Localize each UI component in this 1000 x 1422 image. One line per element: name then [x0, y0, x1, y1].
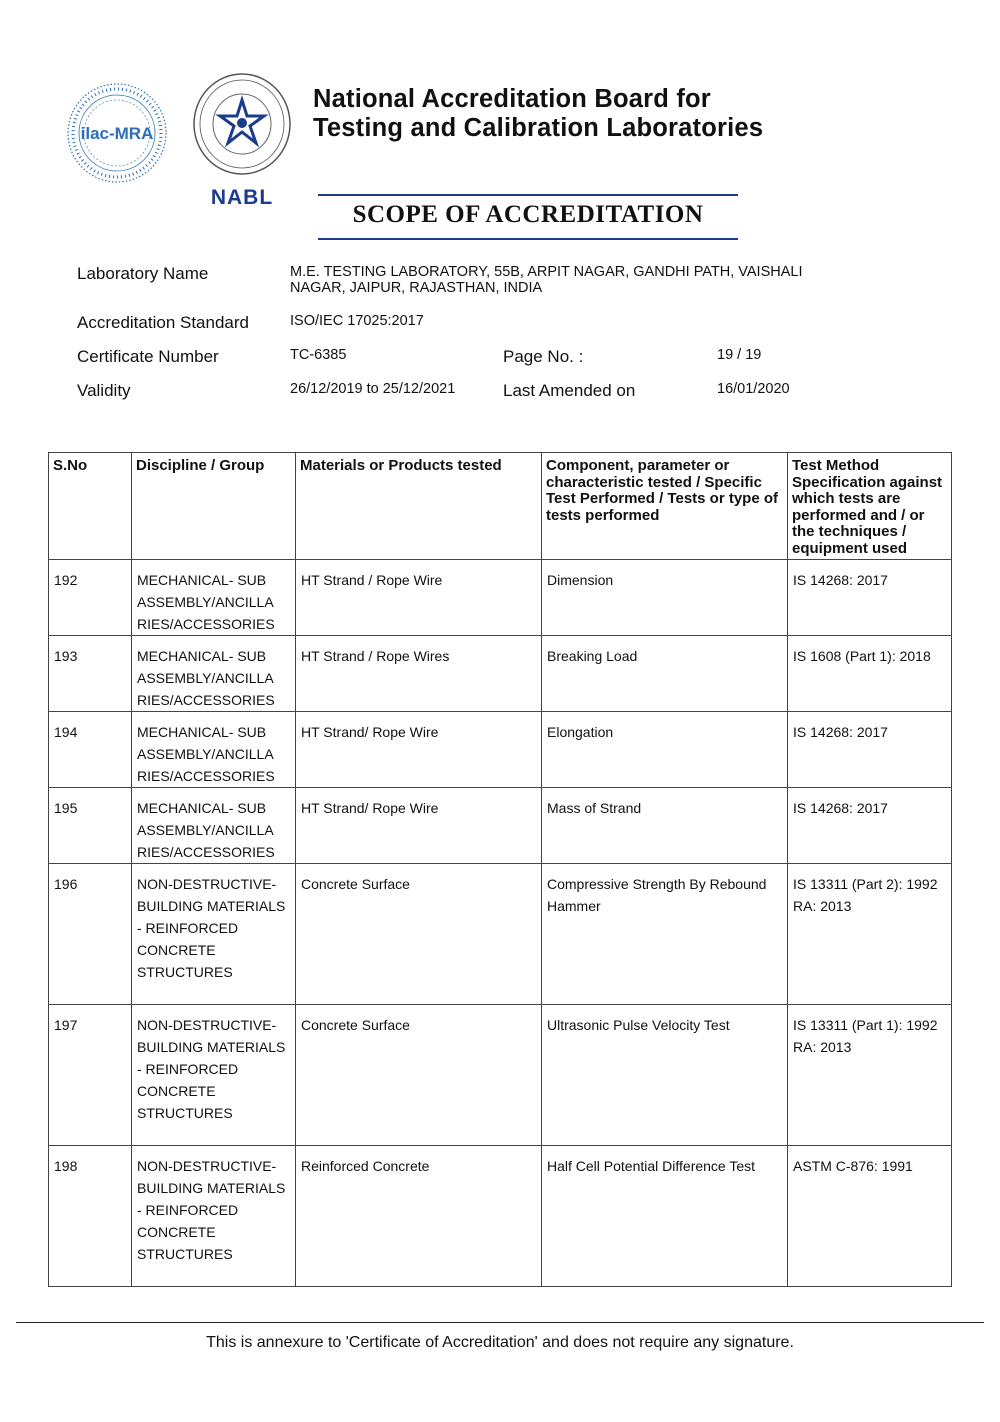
cell-materials: Concrete Surface	[296, 864, 542, 1005]
cell-test-method: IS 13311 (Part 2): 1992 RA: 2013	[788, 864, 952, 1005]
board-title	[313, 85, 763, 143]
cell-materials: Reinforced Concrete	[296, 1146, 542, 1287]
cell-sno: 192	[49, 560, 132, 636]
cell-test-method: IS 14268: 2017	[788, 788, 952, 864]
cell-test-method: IS 14268: 2017	[788, 560, 952, 636]
cell-sno: 196	[49, 864, 132, 1005]
cell-component: Dimension	[542, 560, 788, 636]
cell-discipline: NON-DESTRUCTIVE- BUILDING MATERIALS - REINFORCED CONCRETE STRUCTURES	[132, 1005, 296, 1146]
cell-sno: 195	[49, 788, 132, 864]
cell-component: Mass of Strand	[542, 788, 788, 864]
lab-name-label: Laboratory Name	[77, 264, 209, 283]
certificate-value: TC-6385	[290, 347, 347, 363]
cell-discipline: MECHANICAL- SUB ASSEMBLY/ANCILLA RIES/ACCESSORIES	[132, 788, 296, 864]
amended-label: Last Amended on	[503, 381, 636, 400]
standard-label: Accreditation Standard	[77, 313, 249, 332]
table-header-row	[49, 453, 952, 560]
lab-name-value	[290, 264, 802, 296]
table-row	[49, 864, 952, 1005]
nabl-logo	[190, 72, 295, 212]
cell-sno: 193	[49, 636, 132, 712]
cell-test-method: IS 14268: 2017	[788, 712, 952, 788]
header-discipline: Discipline / Group	[132, 453, 296, 560]
cell-test-method: IS 13311 (Part 1): 1992 RA: 2013	[788, 1005, 952, 1146]
page-value: 19 / 19	[717, 347, 762, 363]
cell-sno: 197	[49, 1005, 132, 1146]
cell-materials: HT Strand/ Rope Wire	[296, 788, 542, 864]
scope-title: SCOPE OF ACCREDITATION	[352, 201, 704, 228]
cell-materials: HT Strand / Rope Wires	[296, 636, 542, 712]
table-row	[49, 560, 952, 636]
board-title-line-2: Testing and Calibration Laboratories	[313, 114, 764, 142]
table-row	[49, 788, 952, 864]
validity-value: 26/12/2019 to 25/12/2021	[290, 381, 456, 397]
footer-divider	[16, 1322, 984, 1323]
cell-component: Ultrasonic Pulse Velocity Test	[542, 1005, 788, 1146]
table-row	[49, 1005, 952, 1146]
table-row	[49, 1146, 952, 1287]
board-title-line-1: National Accreditation Board for	[313, 85, 711, 113]
cell-discipline: MECHANICAL- SUB ASSEMBLY/ANCILLA RIES/ACCESSORIES	[132, 712, 296, 788]
ilac-mra-logo	[66, 82, 168, 184]
ilac-logo-text: ilac-MRA	[80, 124, 154, 143]
header-test-method: Test Method Specification against which tests are performed and / or the techniques / equipment used	[788, 453, 952, 560]
cell-sno: 194	[49, 712, 132, 788]
lab-name-line-2: NAGAR, JAIPUR, RAJASTHAN, INDIA	[290, 280, 543, 296]
cell-materials: HT Strand/ Rope Wire	[296, 712, 542, 788]
lab-name-line-1: M.E. TESTING LABORATORY, 55B, ARPIT NAGAR, GANDHI PATH, VAISHALI	[290, 264, 803, 280]
cell-materials: Concrete Surface	[296, 1005, 542, 1146]
standard-value: ISO/IEC 17025:2017	[290, 313, 424, 329]
cell-test-method: IS 1608 (Part 1): 2018	[788, 636, 952, 712]
cell-sno: 198	[49, 1146, 132, 1287]
cell-component: Breaking Load	[542, 636, 788, 712]
cell-component: Compressive Strength By Rebound Hammer	[542, 864, 788, 1005]
header-sno: S.No	[49, 453, 132, 560]
amended-value: 16/01/2020	[717, 381, 790, 397]
scope-table	[48, 452, 952, 1287]
header-materials: Materials or Products tested	[296, 453, 542, 560]
nabl-logo-text: NABL	[210, 186, 274, 209]
cell-component: Elongation	[542, 712, 788, 788]
header-component: Component, parameter or characteristic tested / Specific Test Performed / Tests or type of tests performed	[542, 453, 788, 560]
validity-label: Validity	[77, 381, 131, 400]
certificate-label: Certificate Number	[77, 347, 219, 366]
cell-materials: HT Strand / Rope Wire	[296, 560, 542, 636]
cell-test-method: ASTM C-876: 1991	[788, 1146, 952, 1287]
cell-discipline: NON-DESTRUCTIVE- BUILDING MATERIALS - REINFORCED CONCRETE STRUCTURES	[132, 1146, 296, 1287]
table-row	[49, 712, 952, 788]
cell-discipline: MECHANICAL- SUB ASSEMBLY/ANCILLA RIES/ACCESSORIES	[132, 636, 296, 712]
footer-note: This is annexure to 'Certificate of Accreditation' and does not require any signature.	[206, 1334, 794, 1351]
cell-discipline: NON-DESTRUCTIVE- BUILDING MATERIALS - REINFORCED CONCRETE STRUCTURES	[132, 864, 296, 1005]
cell-discipline: MECHANICAL- SUB ASSEMBLY/ANCILLA RIES/ACCESSORIES	[132, 560, 296, 636]
page-label: Page No. :	[503, 347, 584, 366]
scope-title-box	[318, 194, 738, 240]
table-row	[49, 636, 952, 712]
cell-component: Half Cell Potential Difference Test	[542, 1146, 788, 1287]
